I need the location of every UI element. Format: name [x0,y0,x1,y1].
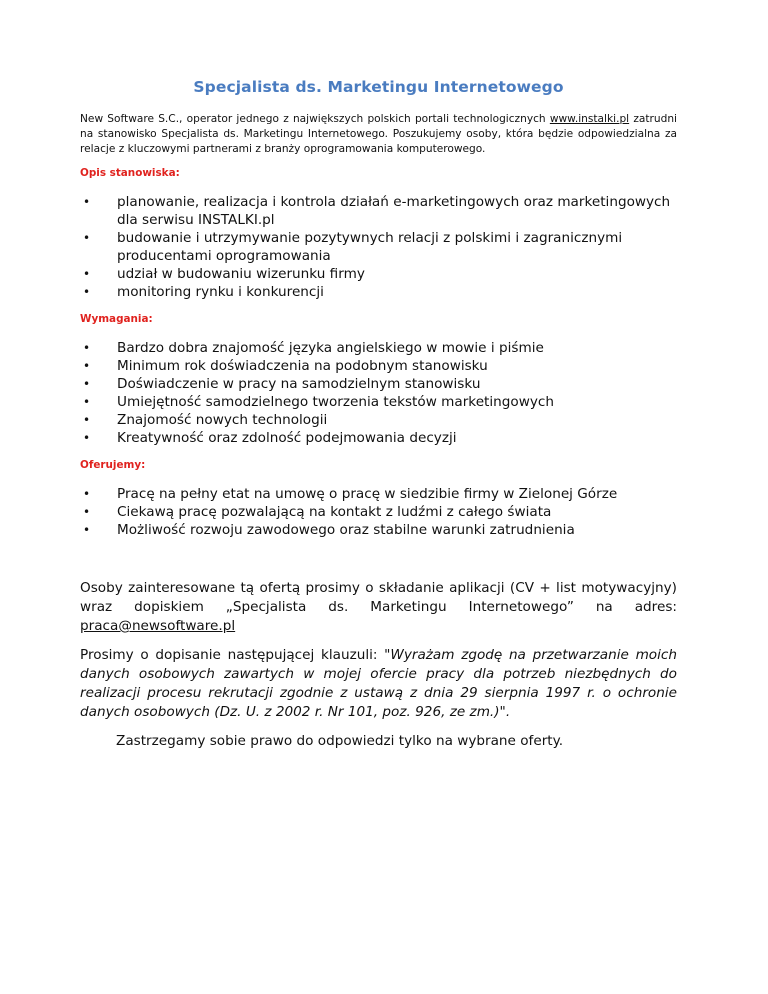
closing-note: Zastrzegamy sobie prawo do odpowiedzi tylko na wybrane oferty. [116,733,564,749]
bullet-icon: • [83,523,91,537]
list-item-text: Pracę na pełny etat na umowę o pracę w siedzibie firmy w Zielonej Górze [117,486,618,502]
bullet-icon: • [83,413,91,427]
list-item-text: planowanie, realizacja i kontrola działań e-marketingowych oraz marketingowych dla serwisu INSTALKI.pl [117,194,671,228]
section-label-oferujemy: Oferujemy: [80,459,146,471]
bullet-icon: • [83,505,91,519]
bullet-icon: • [83,341,91,355]
bullet-icon: • [83,487,91,501]
list-item [80,393,677,411]
list-item [80,485,677,503]
list-item-text: Bardzo dobra znajomość języka angielskiego w mowie i piśmie [117,340,544,356]
list-item [80,375,677,393]
list-item-text: Minimum rok doświadczenia na podobnym stanowisku [117,358,488,374]
intro-text-after-link: zatrudni na stanowisko Specjalista ds. Marketingu Internetowego. Poszukujemy osoby, która będzie odpowiedzialna za relacje z kluczowymi partnerami z branży oprogramowania komputerowego. [80,113,677,155]
clause-lead: Prosimy o dopisanie następującej klauzuli: [80,647,385,663]
contact-paragraph [80,579,677,636]
list-item [80,339,677,357]
list-item-text: Doświadczenie w pracy na samodzielnym stanowisku [117,376,481,392]
list-item-text: Znajomość nowych technologii [117,412,328,428]
clause-quote: "Wyrażam zgodę na przetwarzanie moich danych osobowych zawartych w mojej ofercie pracy dla potrzeb niezbędnych do realizacji procesu rekrutacji zgodnie z ustawą z dnia 29 sierpnia 1997 r. o ochronie danych osobowych (Dz. U. z 2002 r. Nr 101, poz. 926, ze zm.)". [80,647,677,720]
list-item-text: budowanie i utrzymywanie pozytywnych relacji z polskimi i zagranicznymi producentami oprogramowania [117,230,623,264]
contact-text: Osoby zainteresowane tą ofertą prosimy o składanie aplikacji (CV + list motywacyjny) wraz dopiskiem „Specjalista ds. Marketingu Internetowego” na adres: [80,580,677,615]
instalki-link[interactable]: www.instalki.pl [549,113,630,125]
bullet-icon: • [83,431,91,445]
wymagania-list [80,339,677,447]
list-item-text: Możliwość rozwoju zawodowego oraz stabilne warunki zatrudnienia [117,522,575,538]
bullet-icon: • [83,231,91,245]
spacer [80,551,677,579]
list-item [80,503,677,521]
bullet-icon: • [83,377,91,391]
list-item [80,521,677,539]
list-item-text: monitoring rynku i konkurencji [117,284,324,300]
list-item-text: udział w budowaniu wizerunku firmy [117,266,365,282]
list-item [80,229,677,265]
oferujemy-list [80,485,677,539]
bullet-icon: • [83,285,91,299]
bullet-icon: • [83,359,91,373]
list-item-text: Ciekawą pracę pozwalającą na kontakt z ludźmi z całego świata [117,504,552,520]
bullet-icon: • [83,395,91,409]
list-item [80,429,677,447]
intro-text-before-link: New Software S.C., operator jednego z największych polskich portali technologicznych [80,113,550,125]
bullet-icon: • [83,267,91,281]
bullet-icon: • [83,195,91,209]
list-item [80,283,677,301]
list-item [80,411,677,429]
clause-paragraph [80,646,677,722]
section-label-wymagania: Wymagania: [80,313,153,325]
section-label-opis: Opis stanowiska: [80,167,180,179]
email-link[interactable]: praca@newsoftware.pl [80,618,236,634]
list-item [80,193,677,229]
intro-paragraph [80,112,677,157]
list-item [80,357,677,375]
list-item-text: Kreatywność oraz zdolność podejmowania decyzji [117,430,457,446]
list-item [80,265,677,283]
opis-list [80,193,677,301]
document-page [80,78,677,751]
list-item-text: Umiejętność samodzielnego tworzenia tekstów marketingowych [117,394,554,410]
page-title: Specjalista ds. Marketingu Internetowego [193,78,564,96]
